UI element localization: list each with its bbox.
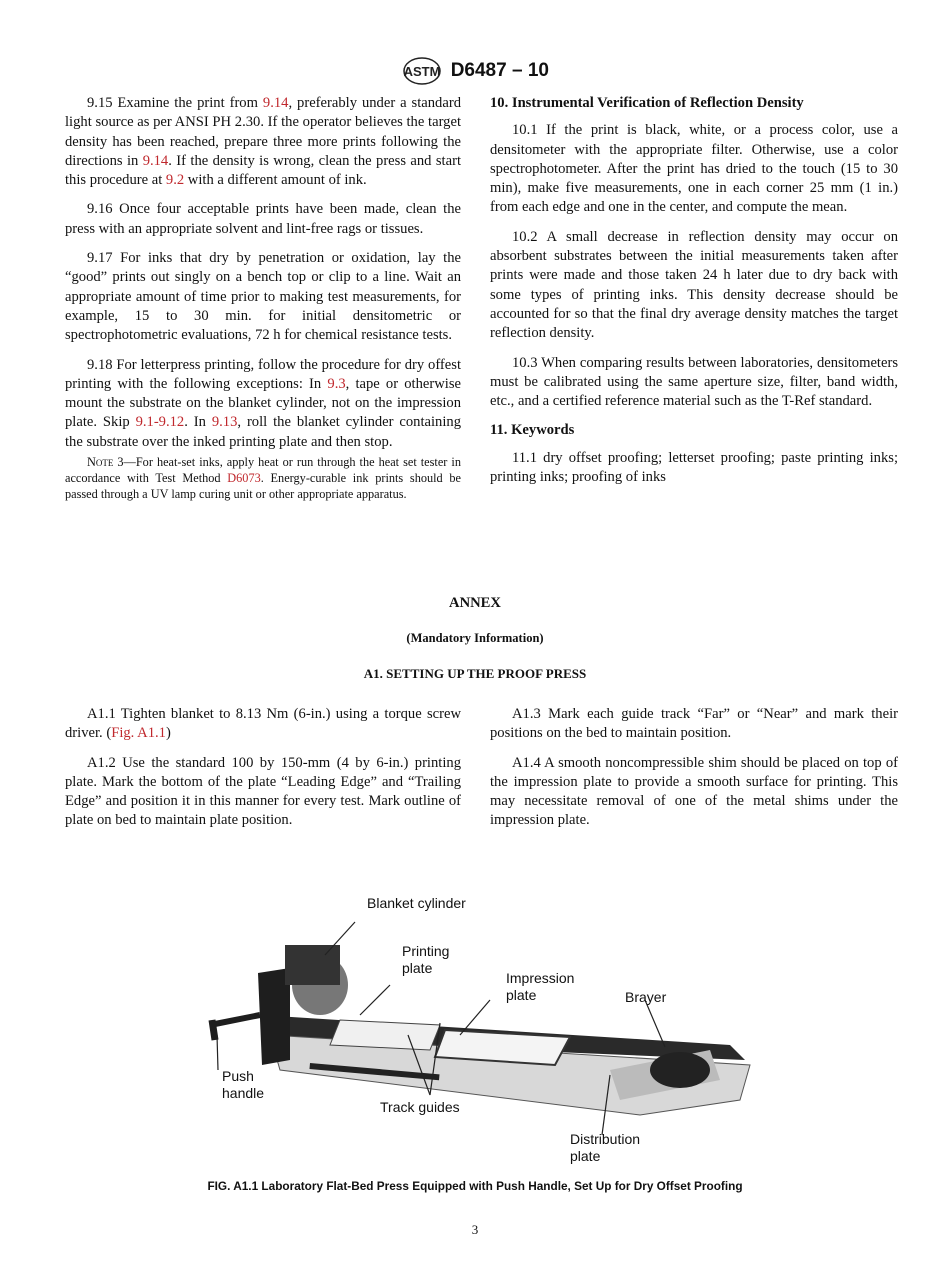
paragraph (65, 200, 461, 239)
text-segment: 9.15 Examine the print from (87, 95, 263, 111)
text-segment: 10.3 When comparing results between laboratories, densitometers must be calibrated using the same aperture size, filter, band width, etc., and a certified reference material such as the T-Ref standard. (490, 354, 898, 410)
svg-text:ASTM: ASTM (403, 64, 441, 79)
cross-reference-link[interactable]: 9.1-9.12 (135, 414, 185, 431)
text-segment: —For heat-set inks, apply heat or run through the heat set tester in accordance with Test Method (65, 455, 461, 486)
label-push-handle: Push handle (222, 1068, 265, 1101)
label-impression-plate: Impression plate (506, 970, 575, 1003)
text-segment: A1.1 Tighten blanket to 8.13 Nm (6-in.) using a torque screw driver. ( (65, 706, 461, 742)
right-column (490, 94, 898, 497)
cross-reference-link[interactable]: 9.14 (142, 152, 169, 169)
paragraph (65, 94, 461, 190)
text-segment: with a different amount of ink. (184, 172, 367, 189)
left-column (65, 94, 461, 512)
paragraph (490, 354, 898, 412)
text-segment: . In (184, 414, 212, 431)
note-label: Note 3 (87, 455, 124, 470)
text-segment: 10.2 A small decrease in reflection density may occur on absorbent substrates between the initial measurements taken after prints were made and those taken 24 h later due to dry back with some types of printing inks. This density decrease should be accounted for so that the final dry average density matches the target reflection density. (490, 228, 898, 342)
text-segment: 11.1 dry offset proofing; letterset proofing; paste printing inks; printing inks; proofing of inks (490, 449, 898, 486)
text-segment: , roll the blanket cylinder containing the substrate over the inked printing plate and then stop. (65, 414, 461, 450)
paragraph (490, 705, 898, 744)
section-heading (490, 421, 898, 440)
text-segment: 9.18 For letterpress printing, follow the procedure for dry offest printing with the following exceptions: In (65, 356, 461, 392)
text-segment: A1.3 Mark each guide track “Far” or “Near” and mark their positions on the bed to maintain position. (490, 706, 898, 742)
label-distribution-plate: Distribution plate (570, 1131, 641, 1164)
text-segment: , preferably under a standard light source as per ANSI PH 2.30. If the operator believes the target density has been reached, prepare three more prints following the directions in (65, 95, 461, 169)
text-segment: 11. Keywords (490, 422, 575, 439)
text-segment: 9.17 For inks that dry by penetration or oxidation, lay the “good” prints out singly on a bench top or clip to a line. Wait an appropriate amount of time prior to making test measurements, for example, 15 to 30 min. for initial densitometric or spectrophotometric evaluations, 72 h for chemical resistance tests. (65, 250, 461, 344)
annex-subtitle: (Mandatory Information) (406, 631, 544, 645)
section-heading (490, 94, 898, 113)
cross-reference-link[interactable]: 9.3 (327, 375, 346, 392)
paragraph (490, 449, 898, 488)
text-segment: 9.16 Once four acceptable prints have been made, clean the press with an appropriate solvent and lint-free rags or tissues. (65, 201, 461, 237)
cross-reference-link[interactable]: Fig. A1.1 (111, 725, 166, 742)
annex-title: ANNEX (449, 595, 501, 611)
label-blanket-cylinder: Blanket cylinder (367, 895, 466, 911)
annex-right-column (490, 705, 898, 841)
paragraph (65, 754, 461, 831)
cross-reference-link[interactable]: 9.13 (211, 414, 238, 431)
proof-press-illustration (190, 885, 760, 1170)
cross-reference-link[interactable]: D6073 (227, 471, 261, 486)
annex-left-column (65, 705, 461, 841)
paragraph (490, 754, 898, 831)
page-header (0, 56, 950, 86)
astm-logo-icon (401, 56, 443, 86)
paragraph (490, 121, 898, 217)
document-designation: D6487 – 10 (450, 60, 549, 82)
text-segment: ) (165, 725, 171, 742)
paragraph (65, 356, 461, 452)
text-segment: 10.1 If the print is black, white, or a process color, use a densitometer with the appropriate filter. Otherwise, use a color spectrophotometer. After the print has dried to the touch (15 to 30 min), make five measurements, one in each corner 25 mm (1 in.) from each edge and one in the center, and compute the mean. (490, 122, 898, 216)
paragraph (65, 249, 461, 345)
label-brayer: Brayer (625, 989, 667, 1005)
cross-reference-link[interactable]: 9.14 (262, 95, 289, 111)
text-segment: A1.2 Use the standard 100 by 150-mm (4 by 6-in.) printing plate. Mark the bottom of the plate “Leading Edge” and “Trailing Edge” and position it in this manner for every test. Mark outline of plate on bed to maintain plate position. (65, 754, 461, 829)
page-number: 3 (471, 1222, 479, 1237)
note-paragraph (65, 454, 461, 502)
label-track-guides: Track guides (380, 1099, 460, 1115)
text-segment: , tape or otherwise mount the substrate on the blanket cylinder, not on the impression plate. Skip (65, 375, 462, 431)
figure-proof-press (190, 885, 760, 1170)
paragraph (490, 228, 898, 344)
text-segment: 10. Instrumental Verification of Reflection Density (490, 95, 804, 111)
text-segment: A1.4 A smooth noncompressible shim should be placed on top of the impression plate to provide a smooth surface for printing. This may necessitate removal of one of the metal shims under the impression plate. (490, 754, 898, 829)
paragraph (65, 705, 461, 744)
figure-caption: FIG. A1.1 Laboratory Flat-Bed Press Equipped with Push Handle, Set Up for Dry Offset Proofing (207, 1179, 743, 1193)
text-segment: . If the density is wrong, clean the press and start this procedure at (65, 152, 461, 189)
cross-reference-link[interactable]: 9.2 (165, 172, 185, 189)
text-segment: . Energy-curable ink prints should be passed through a UV lamp curing unit or other appropriate apparatus. (65, 471, 462, 502)
annex-section-heading: A1. SETTING UP THE PROOF PRESS (363, 666, 587, 681)
label-printing-plate: Printing plate (402, 943, 450, 976)
